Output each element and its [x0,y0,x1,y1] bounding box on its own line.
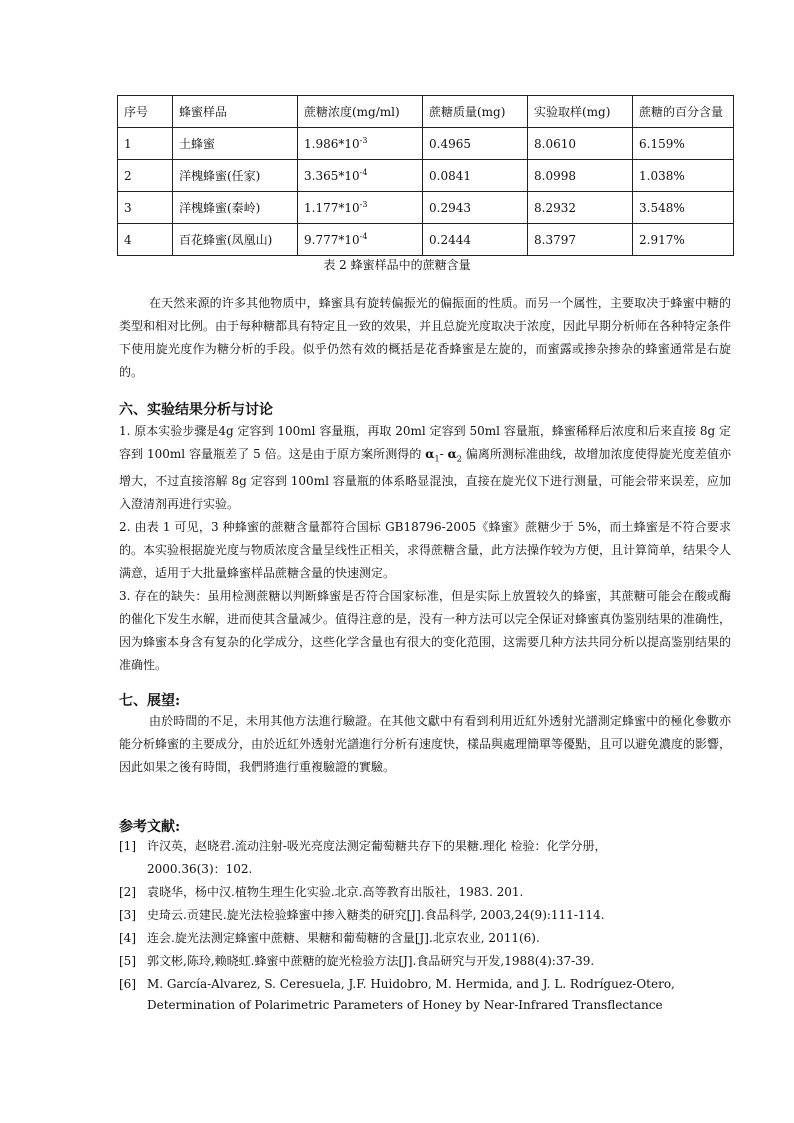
conc-exponent: -3 [359,200,368,209]
conc-base: 9.777*10 [304,233,360,247]
alpha-2-subscript: 2 [456,454,462,464]
section-7-heading: 七、展望: [119,693,181,709]
table-caption: 表 2 蜂蜜样品中的蔗糖含量 [323,258,471,272]
alpha-1-subscript: 1 [434,454,440,464]
table-row [118,128,734,160]
reference-item [119,882,739,905]
table-row [118,160,734,192]
cell-concentration [298,160,423,192]
references-heading: 参考文献: [119,819,181,835]
cell-concentration [298,128,423,160]
cell-percent: 6.159% [633,128,734,160]
item-1-text-a: 1. 原本实验步骤是4g 定容到 100ml 容量瓶，再取 20ml 定容到 50ml 容量瓶，蜂蜜稀释后浓度和后来直接 8g 定容到 100ml 容量瓶差了 5 倍。这是由于原方案所测得的 [119,424,731,461]
reference-text: 许汉英，赵晓君.流动注射-吸光亮度法测定葡萄糖共存下的果糖.理化 检验：化学分册， [147,839,607,853]
conc-base: 1.986*10 [304,137,360,151]
cell-sample: 洋槐蜂蜜(任家) [173,160,298,192]
conc-base: 1.177*10 [304,201,360,215]
col-header-taken: 实验取样(mg) [528,96,633,128]
reference-item [119,905,739,928]
cell-mass: 0.4965 [423,128,528,160]
reference-text: M. García-Alvarez, S. Ceresuela, J.F. Huidobro, M. Hermida, and J. L. Rodríguez-Otero, [147,977,675,991]
table-row [118,192,734,224]
col-header-mass: 蔗糖质量(mg) [423,96,528,128]
cell-sample: 百花蜂蜜(凤凰山) [173,224,298,256]
cell-taken: 8.3797 [528,224,633,256]
cell-no: 2 [118,160,173,192]
cell-no: 3 [118,192,173,224]
reference-continuation: Determination of Polarimetric Parameters of Honey by Near-Infrared Transflectance [147,998,663,1012]
reference-number: [5] [119,954,136,968]
conc-exponent: -3 [359,136,368,145]
sucrose-content-table [117,95,734,256]
conc-exponent: -4 [359,168,368,177]
reference-number: [6] [119,977,136,991]
intro-paragraph: 在天然来源的许多其他物质中，蜂蜜具有旋转偏振光的偏振面的性质。而另一个属性，主要取决于蜂蜜中糖的类型和相对比例。由于每种糖都具有特定且一致的效果，并且总旋光度取决于浓度，因此早期分析师在各种特定条件下使用旋光度作为糖分析的手段。似乎仍然有效的概括是花香蜂蜜是左旋的，而蜜露或掺杂掺杂的蜂蜜通常是右旋的。 [119,296,732,379]
reference-continuation: 2000.36(3)：102. [147,862,253,876]
col-header-percent: 蔗糖的百分含量 [633,96,734,128]
cell-taken: 8.0610 [528,128,633,160]
discussion-item-1 [119,420,731,516]
reference-text: 袁晓华，杨中汉.植物生理生化实验.北京.高等教育出版社，1983. 201. [147,885,524,899]
reference-number: [2] [119,885,136,899]
cell-mass: 0.2943 [423,192,528,224]
cell-sample: 洋槐蜂蜜(秦岭) [173,192,298,224]
col-header-sample: 蜂蜜样品 [173,96,298,128]
section-6-body [119,420,731,677]
cell-taken: 8.0998 [528,160,633,192]
cell-percent: 2.917% [633,224,734,256]
reference-item [119,928,739,951]
reference-item [119,836,739,859]
alpha-1-symbol: α [425,447,435,461]
discussion-item-2: 2. 由表 1 可见，3 种蜂蜜的蔗糖含量都符合国标 GB18796-2005《蜂蜜》蔗糖少于 5%，而土蜂蜜是不符合要求的。本实验根据旋光度与物质浓度含量呈线性正相关，求得蔗糖含量，此方法操作较为方便，且计算简单，结果令人满意，适用于大批量蜂蜜样品蔗糖含量的快速测定。 [119,520,732,581]
reference-text: 史琦云.贡建民.旋光法检验蜂蜜中掺入糖类的研究[J].食品科学, 2003,24(9):111-114. [147,908,605,922]
cell-no: 4 [118,224,173,256]
reference-text: 连会.旋光法测定蜂蜜中蔗糖、果糖和葡萄糖的含量[J].北京农业, 2011(6). [147,931,540,945]
reference-number: [1] [119,839,136,853]
cell-sample: 土蜂蜜 [173,128,298,160]
reference-item [119,951,739,974]
alpha-dash: - [439,447,448,461]
conc-base: 3.365*10 [304,169,360,183]
cell-concentration [298,192,423,224]
table-header-row [118,96,734,128]
reference-number: [4] [119,931,136,945]
conc-exponent: -4 [359,232,368,241]
reference-item [119,974,739,995]
cell-percent: 1.038% [633,160,734,192]
section-7-body: 由於時間的不足，未用其他方法進行驗證。在其他文獻中有看到利用近紅外透射光譜測定蜂蜜中的極化參數亦能分析蜂蜜的主要成分，由於近紅外透射光譜進行分析有速度快，樣品與處理簡單等優點，且可以避免濃度的影響，因此如果之後有時間，我們將進行重複驗證的實驗。 [119,714,732,774]
cell-taken: 8.2932 [528,192,633,224]
cell-mass: 0.0841 [423,160,528,192]
reference-text: 郭文彬,陈玲,赖晓虹.蜂蜜中蔗糖的旋光检验方法[J].食品研究与开发,1988(4):37-39. [147,954,595,968]
alpha-2-symbol: α [447,447,457,461]
col-header-concentration: 蔗糖浓度(mg/ml) [298,96,423,128]
cell-percent: 3.548% [633,192,734,224]
col-header-no: 序号 [118,96,173,128]
section-6-heading: 六、实验结果分析与讨论 [119,402,273,418]
reference-list [119,836,739,1016]
table-row [118,224,734,256]
cell-no: 1 [118,128,173,160]
reference-number: [3] [119,908,136,922]
discussion-item-3: 3. 存在的缺失：虽用检测蔗糖以判断蜂蜜是否符合国家标准，但是实际上放置较久的蜂蜜，其蔗糖可能会在酸或酶的催化下发生水解，进而使其含量减少。值得注意的是，没有一种方法可以完全保证对蜂蜜真伪鉴别结果的准确性，因为蜂蜜本身含有复杂的化学成分，这些化学含量也有很大的变化范围，这需要几种方法共同分析以提高鉴别结果的准确性。 [119,589,732,673]
cell-concentration [298,224,423,256]
item-1-text-b: 偏离所测标准曲线，故增加浓度使得旋光度差值亦增大，不过直接溶解 8g 定容到 100ml 容量瓶的体系略显混浊，直接在旋光仪下进行测量，可能会带来误差，应加入澄清剂再进行实验。 [119,447,731,512]
cell-mass: 0.2444 [423,224,528,256]
